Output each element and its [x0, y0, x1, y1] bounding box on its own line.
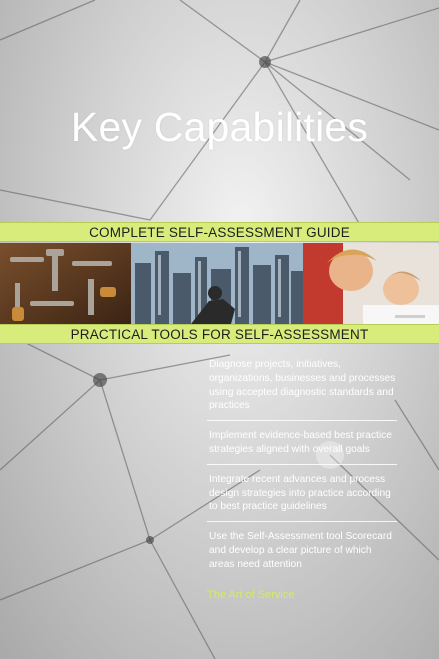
photo-strip: [0, 243, 439, 324]
feature-item: Use the Self-Assessment tool Scorecard and develop a clear picture of which areas need attention: [209, 531, 392, 570]
publisher-brand: The Art of Service: [207, 589, 295, 601]
city-skyline-photo: [131, 243, 303, 324]
feature-item: Integrate recent advances and process design strategies into practice according to best practice guidelines: [207, 473, 397, 522]
cover-title: Key Capabilities: [70, 104, 369, 150]
feature-item: Diagnose projects, initiatives, organizations, businesses and processes using accepted diagnostic standards and practices: [207, 358, 397, 421]
bottom-band-label: PRACTICAL TOOLS FOR SELF-ASSESSMENT: [0, 324, 439, 344]
tools-photo: [0, 243, 131, 324]
children-learning-photo: [303, 243, 439, 324]
feature-list: [207, 358, 397, 587]
top-band-label: COMPLETE SELF-ASSESSMENT GUIDE: [0, 222, 439, 242]
feature-item: Implement evidence-based best practice strategies aligned with overall goals: [207, 429, 397, 465]
